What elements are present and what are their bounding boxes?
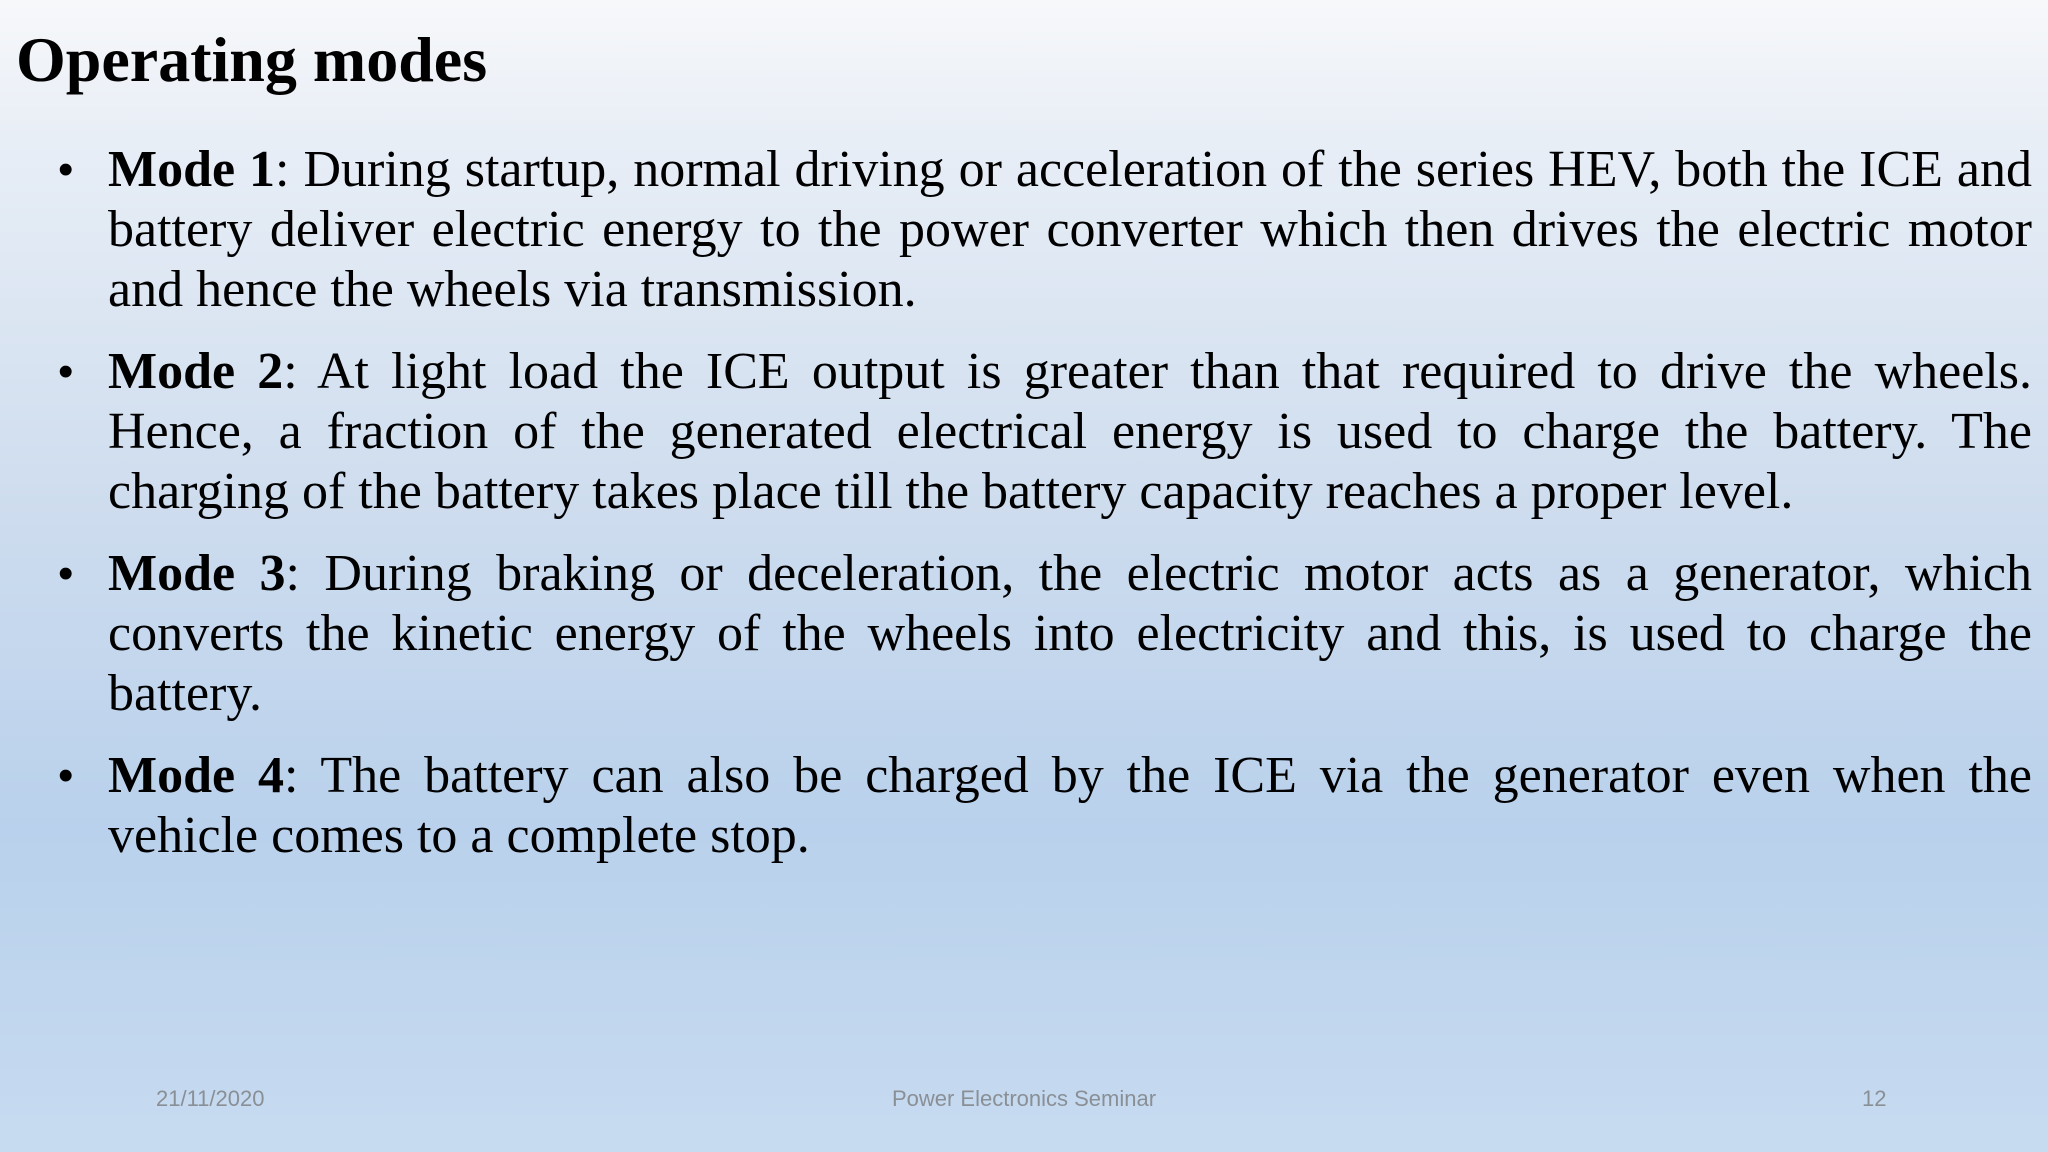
bullet-item-mode-2	[58, 342, 2032, 522]
bullet-icon: •	[58, 549, 74, 598]
footer-page-number: 12	[1862, 1086, 1887, 1111]
bullet-item-mode-4	[58, 746, 2032, 866]
bullet-text: : At light load the ICE output is greater than that required to drive the wheels. Hence, a fraction of the generated electrical energy is used to charge the battery. The charging of the battery takes place till the battery capacity reaches a proper level.	[108, 343, 2032, 520]
bullet-label: Mode 2	[108, 343, 284, 400]
bullet-label: Mode 1	[108, 141, 276, 198]
footer-date: 21/11/2020	[156, 1086, 265, 1111]
bullet-icon: •	[58, 145, 74, 194]
bullet-label: Mode 4	[108, 747, 284, 804]
bullet-text: : During startup, normal driving or acceleration of the series HEV, both the ICE and battery deliver electric energy to the power converter which then drives the electric motor and hence the wheels via transmission.	[108, 141, 2032, 318]
bullet-icon: •	[58, 751, 74, 800]
footer-title: Power Electronics Seminar	[891, 1086, 1157, 1111]
bullet-label: Mode 3	[108, 545, 286, 602]
bullet-icon: •	[58, 347, 74, 396]
slide-title: Operating modes	[16, 24, 488, 95]
bullet-text: : The battery can also be charged by the ICE via the generator even when the vehicle comes to a complete stop.	[108, 747, 2032, 864]
bullet-text: : During braking or deceleration, the electric motor acts as a generator, which converts the kinetic energy of the wheels into electricity and this, is used to charge the battery.	[108, 545, 2032, 722]
bullet-item-mode-1	[58, 140, 2032, 320]
bullet-list	[58, 140, 2032, 888]
bullet-item-mode-3	[58, 544, 2032, 724]
